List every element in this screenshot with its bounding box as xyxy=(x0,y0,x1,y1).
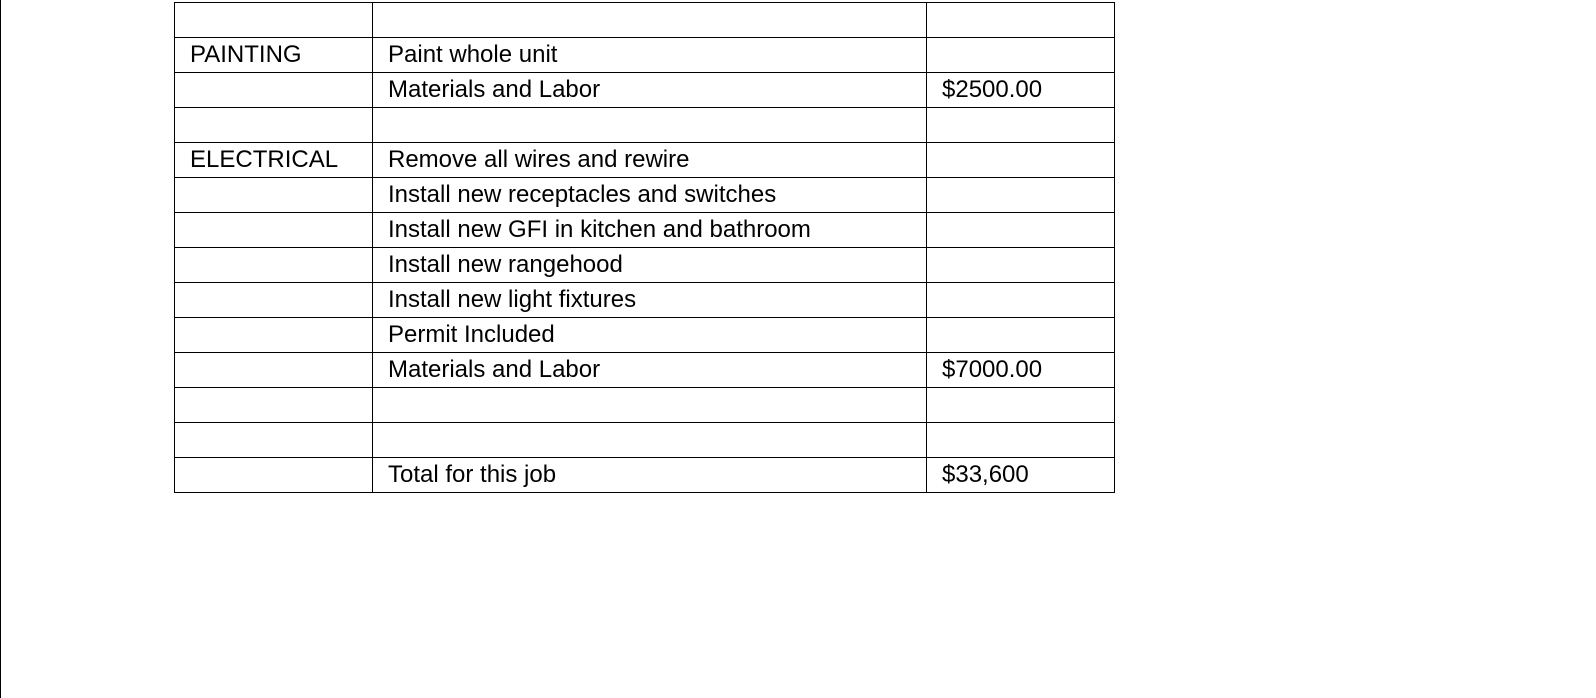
price-cell xyxy=(927,423,1115,458)
description-cell: Install new GFI in kitchen and bathroom xyxy=(373,213,927,248)
description-cell: Permit Included xyxy=(373,318,927,353)
category-cell: PAINTING xyxy=(175,38,373,73)
table-row xyxy=(175,143,1115,178)
table-row xyxy=(175,388,1115,423)
total-price: $33,600 xyxy=(927,458,1115,493)
price-cell xyxy=(927,248,1115,283)
table-row xyxy=(175,213,1115,248)
category-cell xyxy=(175,108,373,143)
category-cell xyxy=(175,248,373,283)
description-cell: Paint whole unit xyxy=(373,38,927,73)
table-row xyxy=(175,3,1115,38)
table-row xyxy=(175,423,1115,458)
category-cell xyxy=(175,213,373,248)
estimate-table xyxy=(174,2,1115,493)
price-cell: $2500.00 xyxy=(927,73,1115,108)
category-cell xyxy=(175,73,373,108)
price-cell xyxy=(927,3,1115,38)
price-cell: $7000.00 xyxy=(927,353,1115,388)
description-cell: Remove all wires and rewire xyxy=(373,143,927,178)
category-cell xyxy=(175,318,373,353)
table-row xyxy=(175,248,1115,283)
description-cell: Install new receptacles and switches xyxy=(373,178,927,213)
table-row xyxy=(175,73,1115,108)
description-cell xyxy=(373,108,927,143)
description-cell: Install new light fixtures xyxy=(373,283,927,318)
category-cell: ELECTRICAL xyxy=(175,143,373,178)
total-label: Total for this job xyxy=(373,458,927,493)
description-cell: Materials and Labor xyxy=(373,353,927,388)
price-cell xyxy=(927,108,1115,143)
description-cell: Materials and Labor xyxy=(373,73,927,108)
table-row xyxy=(175,178,1115,213)
table-row xyxy=(175,283,1115,318)
price-cell xyxy=(927,143,1115,178)
price-cell xyxy=(927,388,1115,423)
category-cell xyxy=(175,3,373,38)
price-cell xyxy=(927,38,1115,73)
category-cell xyxy=(175,353,373,388)
description-cell xyxy=(373,3,927,38)
price-cell xyxy=(927,178,1115,213)
table-row xyxy=(175,318,1115,353)
description-cell xyxy=(373,423,927,458)
category-cell xyxy=(175,423,373,458)
category-cell xyxy=(175,388,373,423)
description-cell xyxy=(373,388,927,423)
category-cell xyxy=(175,458,373,493)
table-row xyxy=(175,108,1115,143)
price-cell xyxy=(927,213,1115,248)
total-row xyxy=(175,458,1115,493)
price-cell xyxy=(927,283,1115,318)
category-cell xyxy=(175,178,373,213)
description-cell: Install new rangehood xyxy=(373,248,927,283)
table-row xyxy=(175,38,1115,73)
price-cell xyxy=(927,318,1115,353)
table-row xyxy=(175,353,1115,388)
category-cell xyxy=(175,283,373,318)
